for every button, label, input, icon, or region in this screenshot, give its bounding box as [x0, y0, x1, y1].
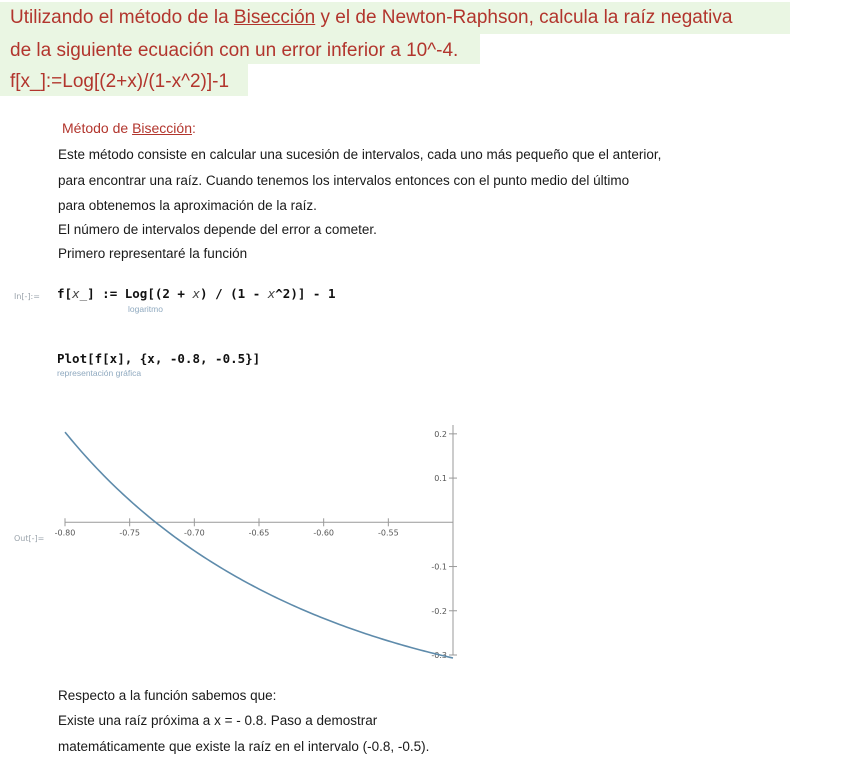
title-line-1 — [10, 7, 732, 29]
heading-biseccion-link[interactable]: Bisección — [132, 120, 192, 136]
function-definition-cell[interactable] — [57, 286, 336, 301]
input-cell-label: In[-]:= — [14, 292, 40, 301]
title-text: y el de Newton-Raphson, calcula la raíz negativa — [315, 7, 733, 28]
y-tick-label: 0.1 — [434, 474, 447, 484]
section-heading — [62, 120, 196, 136]
output-cell-label: Out[-]= — [14, 534, 45, 543]
plot-output — [55, 415, 475, 665]
code-var: x — [267, 286, 276, 301]
conclusion-line: matemáticamente que existe la raíz en el intervalo (-0.8, -0.5). — [58, 739, 430, 754]
plot-command-cell[interactable]: Plot[f[x], {x, -0.8, -0.5}] — [57, 351, 261, 366]
title-line-3: f[x_]:=Log[(2+x)/(1-x^2)]-1 — [10, 71, 230, 92]
function-curve — [65, 429, 453, 658]
title-line-2: de la siguiente ecuación con un error inferior a 10^-4. — [10, 40, 459, 61]
biseccion-link[interactable]: Bisección — [233, 7, 316, 28]
conclusion-line: Respecto a la función sabemos que: — [58, 688, 277, 703]
y-tick-label: -0.1 — [431, 562, 447, 572]
paragraph-line: para encontrar una raíz. Cuando tenemos los intervalos entonces con el punto medio del último — [58, 173, 630, 188]
x-tick-label: -0.65 — [248, 528, 270, 538]
title-text: Utilizando el método de la — [10, 7, 234, 28]
y-tick-label: 0.2 — [434, 429, 447, 439]
code-text: f[ — [57, 286, 73, 301]
heading-text: Método de — [62, 120, 133, 136]
code-var: x — [192, 286, 201, 301]
y-tick-label: -0.2 — [431, 606, 447, 616]
paragraph-line: para obtenemos la aproximación de la raíz. — [58, 198, 317, 213]
y-tick-label: -0.3 — [431, 651, 447, 660]
x-tick-label: -0.75 — [119, 528, 141, 538]
heading-colon: : — [191, 120, 196, 136]
x-tick-label: -0.80 — [55, 528, 76, 538]
code-tooltip: logaritmo — [128, 304, 163, 314]
x-tick-label: -0.70 — [183, 528, 205, 538]
code-text: ] := Log[(2 + — [87, 286, 193, 301]
paragraph-line: Primero representaré la función — [58, 246, 248, 261]
code-tooltip: representación gráfica — [57, 368, 142, 378]
x-tick-label: -0.60 — [313, 528, 335, 538]
x-tick-label: -0.55 — [377, 528, 399, 538]
paragraph-line: El número de intervalos depende del error a cometer. — [58, 222, 377, 237]
code-var: x_ — [72, 286, 88, 301]
title-block — [0, 0, 848, 100]
code-text: ^2)] - 1 — [275, 286, 336, 301]
paragraph-line: Este método consiste en calcular una sucesión de intervalos, cada uno más pequeño que el anterior, — [58, 147, 662, 162]
conclusion-line: Existe una raíz próxima a x = - 0.8. Paso a demostrar — [58, 713, 378, 728]
code-text: ) / (1 - — [200, 286, 268, 301]
